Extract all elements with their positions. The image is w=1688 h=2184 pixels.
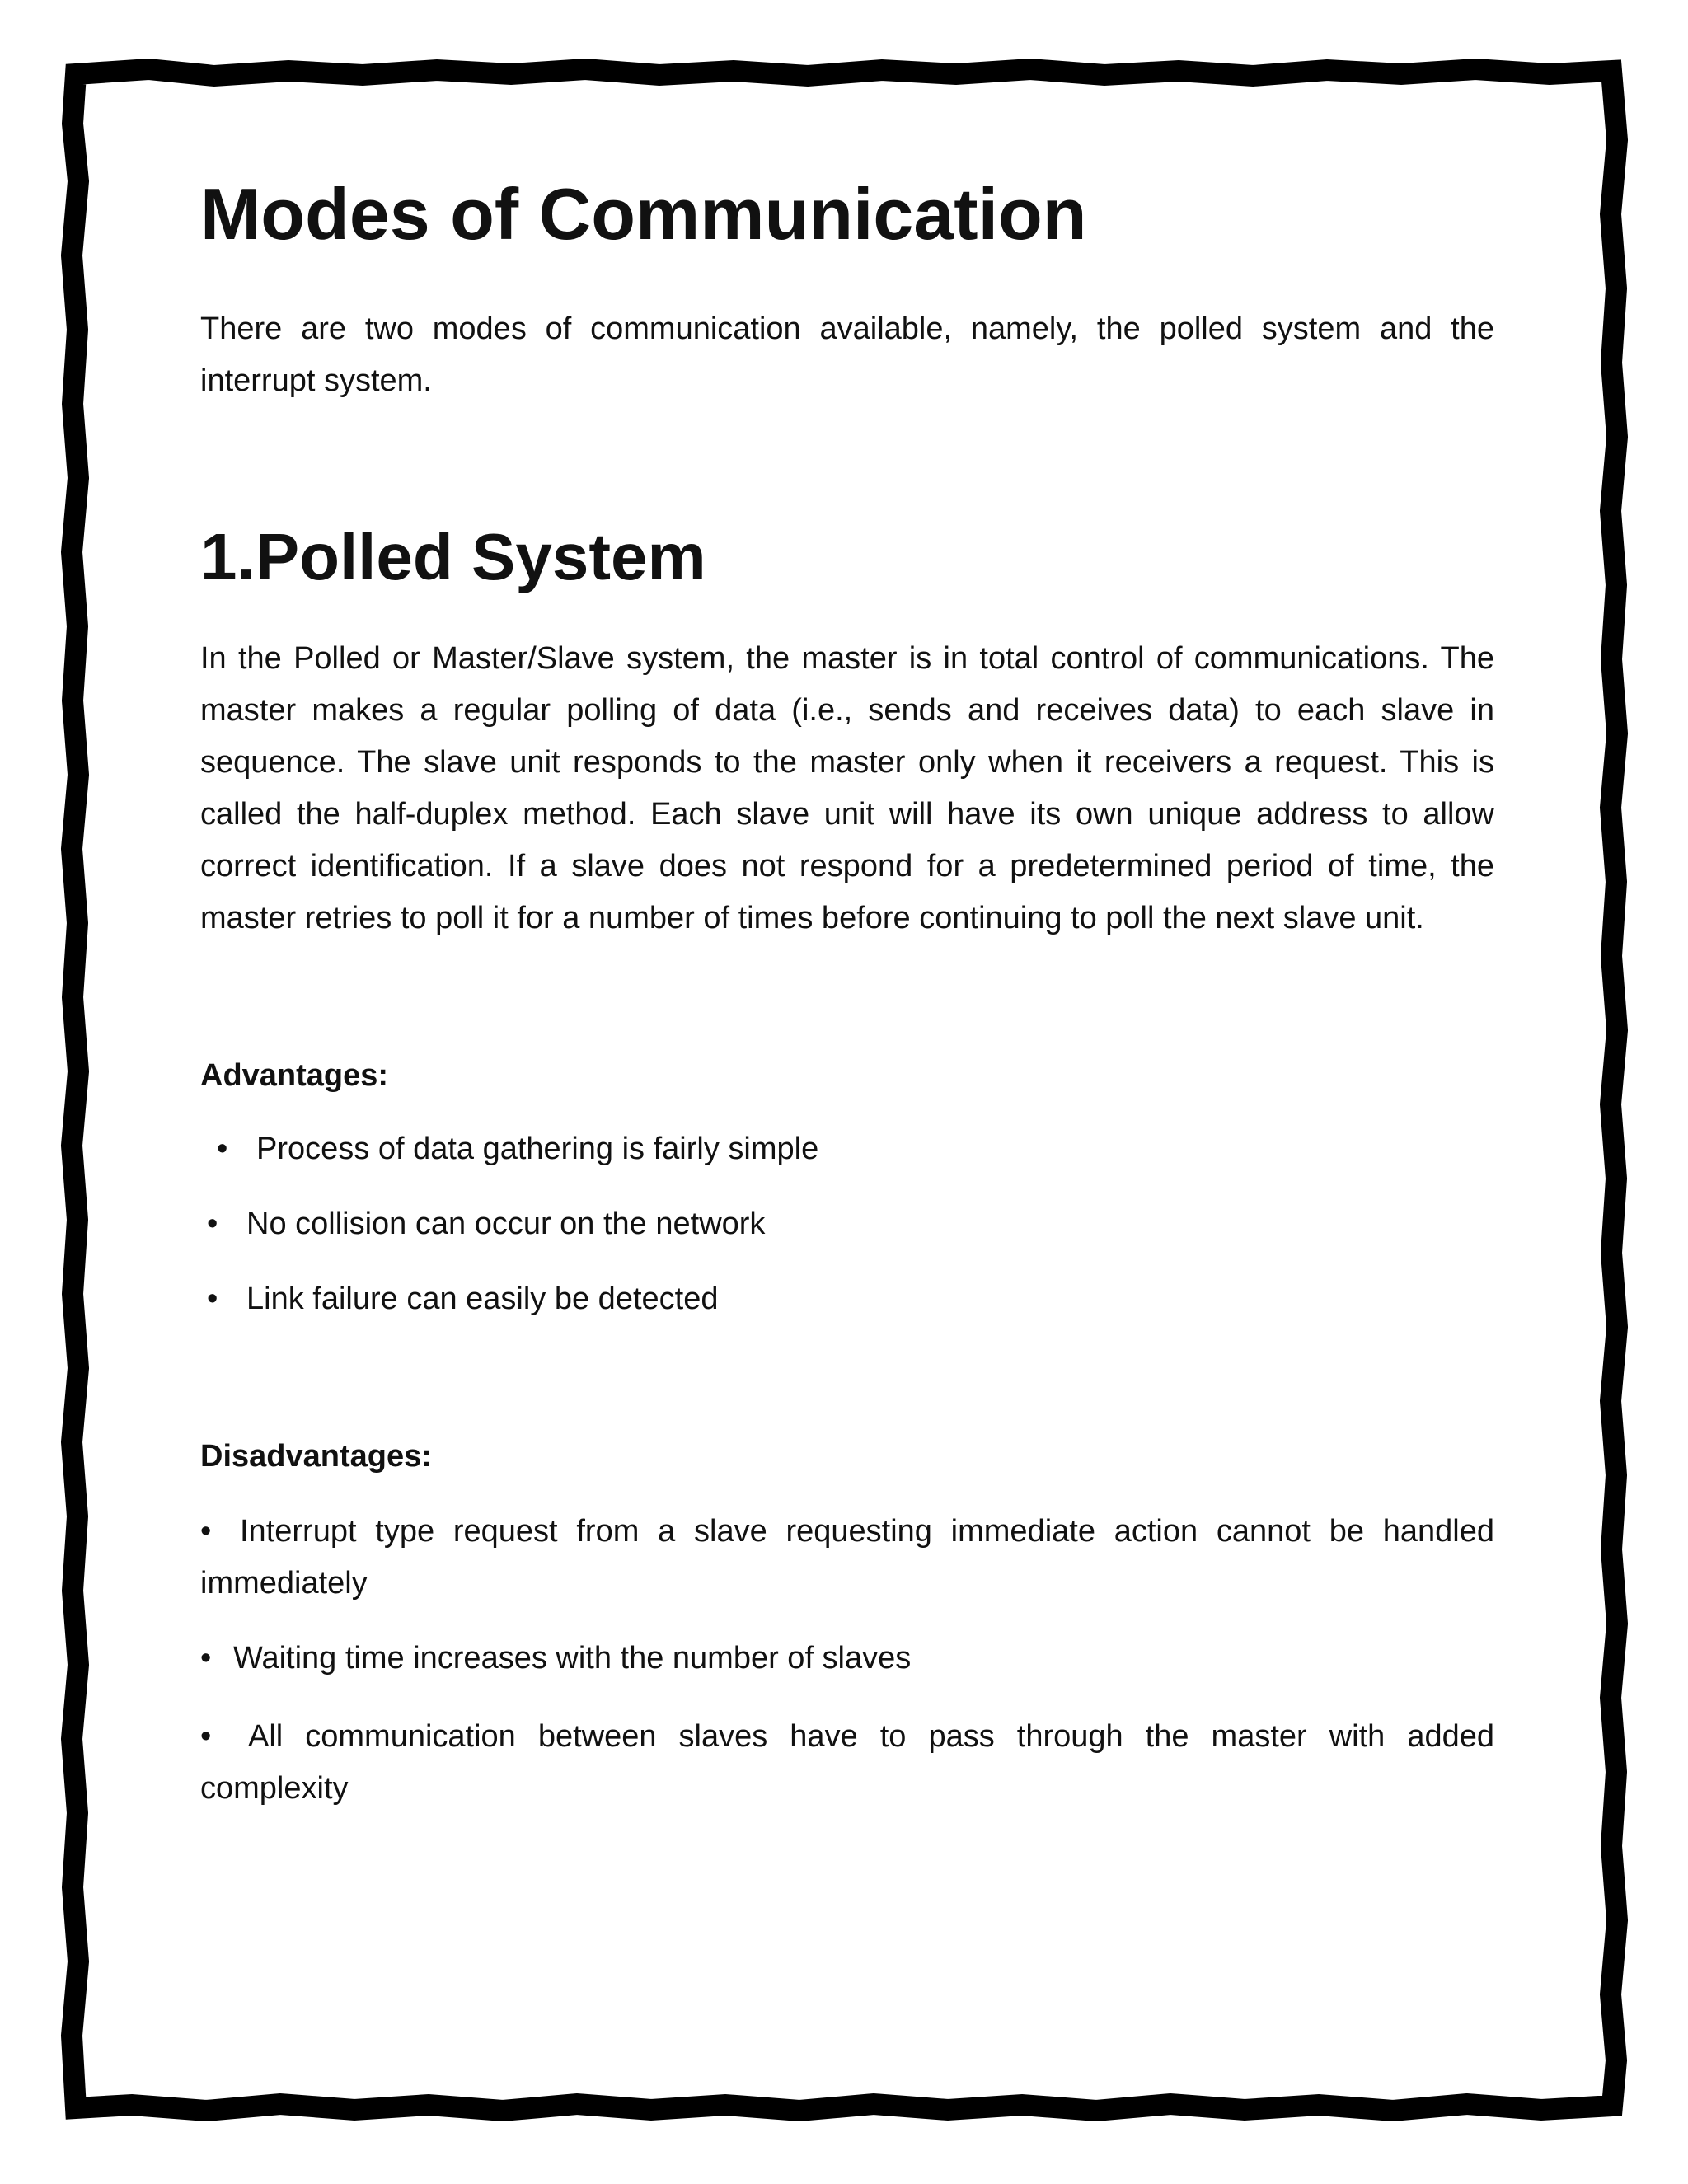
advantages-list-item [200,1273,1494,1325]
disadvantages-list-item [200,1633,1494,1685]
disadvantage-text: All communication between slaves have to pass through the master with added complexity [200,1719,1494,1806]
bullet-icon: • [217,1132,228,1166]
polled-system-paragraph: In the Polled or Master/Slave system, the master is in total control of communications. The master makes a regular polling of data (i.e., sends and receives data) to each slave in sequence. The slave unit responds to the master only when it receivers a request. This is called the half-duplex method. Each slave unit will have its own unique address to allow correct identification. If a slave does not respond for a predetermined period of time, the master retries to poll it for a number of times before continuing to poll the next slave unit. [200,641,1494,935]
disadvantage-text: Waiting time increases with the number of slaves [233,1641,912,1675]
advantages-heading: Advantages: [200,1058,389,1093]
document-content [200,157,1494,1815]
advantages-list [200,1123,1494,1325]
bullet-icon: • [200,1641,212,1675]
disadvantage-text: Interrupt type request from a slave requesting immediate action cannot be handled immediately [200,1514,1494,1601]
bullet-icon: • [207,1207,218,1241]
advantage-text: Process of data gathering is fairly simple [256,1132,819,1166]
disadvantages-list-item [200,1506,1494,1610]
bullet-icon: • [207,1282,218,1316]
advantages-list-item [200,1123,1494,1175]
section-heading-polled-system: 1.Polled System [200,520,706,593]
disadvantages-heading: Disadvantages: [200,1439,432,1474]
bullet-icon: • [200,1719,212,1754]
disadvantages-list [200,1506,1494,1815]
advantage-text: No collision can occur on the network [246,1207,766,1241]
advantage-text: Link failure can easily be detected [246,1282,719,1316]
bullet-icon: • [200,1514,212,1549]
advantages-list-item [200,1198,1494,1250]
page-title: Modes of Communication [200,173,1087,255]
intro-paragraph: There are two modes of communication available, namely, the polled system and the interrupt system. [200,312,1494,398]
disadvantages-list-item [200,1711,1494,1815]
